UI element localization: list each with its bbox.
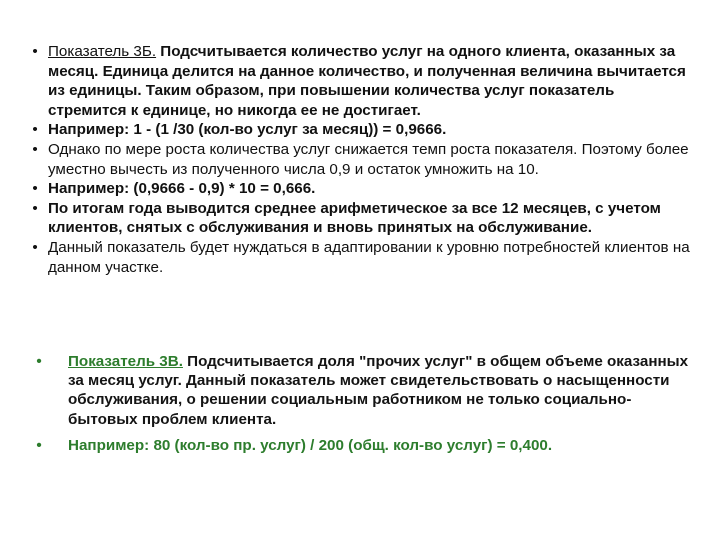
bullet-marker: • <box>32 180 38 198</box>
indicator-3v-title: Показатель 3В. <box>68 353 183 370</box>
paragraph-3b <box>28 42 690 120</box>
bullet-marker: • <box>32 238 38 256</box>
text-block-bottom <box>28 352 690 462</box>
indicator-3b-description: Подсчитывается количество услуг на одного клиента, оказанных за месяц. Единица делится на данное количество, и полученная величина вычитается из единицы. Таким образом, при повышении количества услуг показатель стремится к единице, но никогда ее не достигает. <box>48 43 686 119</box>
text-block-top <box>28 42 690 277</box>
paragraph-example-1 <box>28 120 690 140</box>
bullet-marker: • <box>32 140 38 158</box>
paragraph-adaptation <box>28 238 690 277</box>
indicator-3v-description: Подсчитывается доля "прочих услуг" в общем объеме оказанных за месяц услуг. Данный показатель может свидетельствовать о насыщенности обслуживания, о решении социальным работником не только социально-бытовых проблем клиента. <box>68 353 689 428</box>
annual-average-text: По итогам года выводится среднее арифметическое за все 12 месяцев, с учетом клиентов, снятых с обслуживания и вновь принятых на обслуживание. <box>48 199 661 237</box>
paragraph-3v <box>28 352 690 429</box>
paragraph-growth-note <box>28 140 690 179</box>
indicator-3b-title: Показатель 3Б. <box>48 43 157 60</box>
example-1-text: Например: 1 - (1 /30 (кол-во услуг за месяц)) = 0,9666. <box>48 121 447 139</box>
growth-note-text: Однако по мере роста количества услуг снижается темп роста показателя. Поэтому более уместно вычесть из полученного числа 0,9 и остаток умножить на 10. <box>48 140 689 178</box>
bullet-marker: • <box>32 121 38 139</box>
paragraph-example-3 <box>28 436 690 455</box>
bullet-marker: • <box>32 199 38 217</box>
example-3-text: 80 (кол-во пр. услуг) / 200 (общ. кол-во услуг) = 0,400. <box>149 436 553 454</box>
bullet-marker: • <box>36 353 42 370</box>
bullet-marker: • <box>32 43 38 60</box>
example-3-lead: Например: <box>68 436 150 454</box>
paragraph-annual-average <box>28 199 690 238</box>
paragraph-example-2 <box>28 179 690 199</box>
bullet-marker: • <box>36 436 42 454</box>
adaptation-text: Данный показатель будет нуждаться в адаптировании к уровню потребностей клиентов на данном участке. <box>48 238 690 276</box>
example-2-text: Например: (0,9666 - 0,9) * 10 = 0,666. <box>48 180 316 198</box>
